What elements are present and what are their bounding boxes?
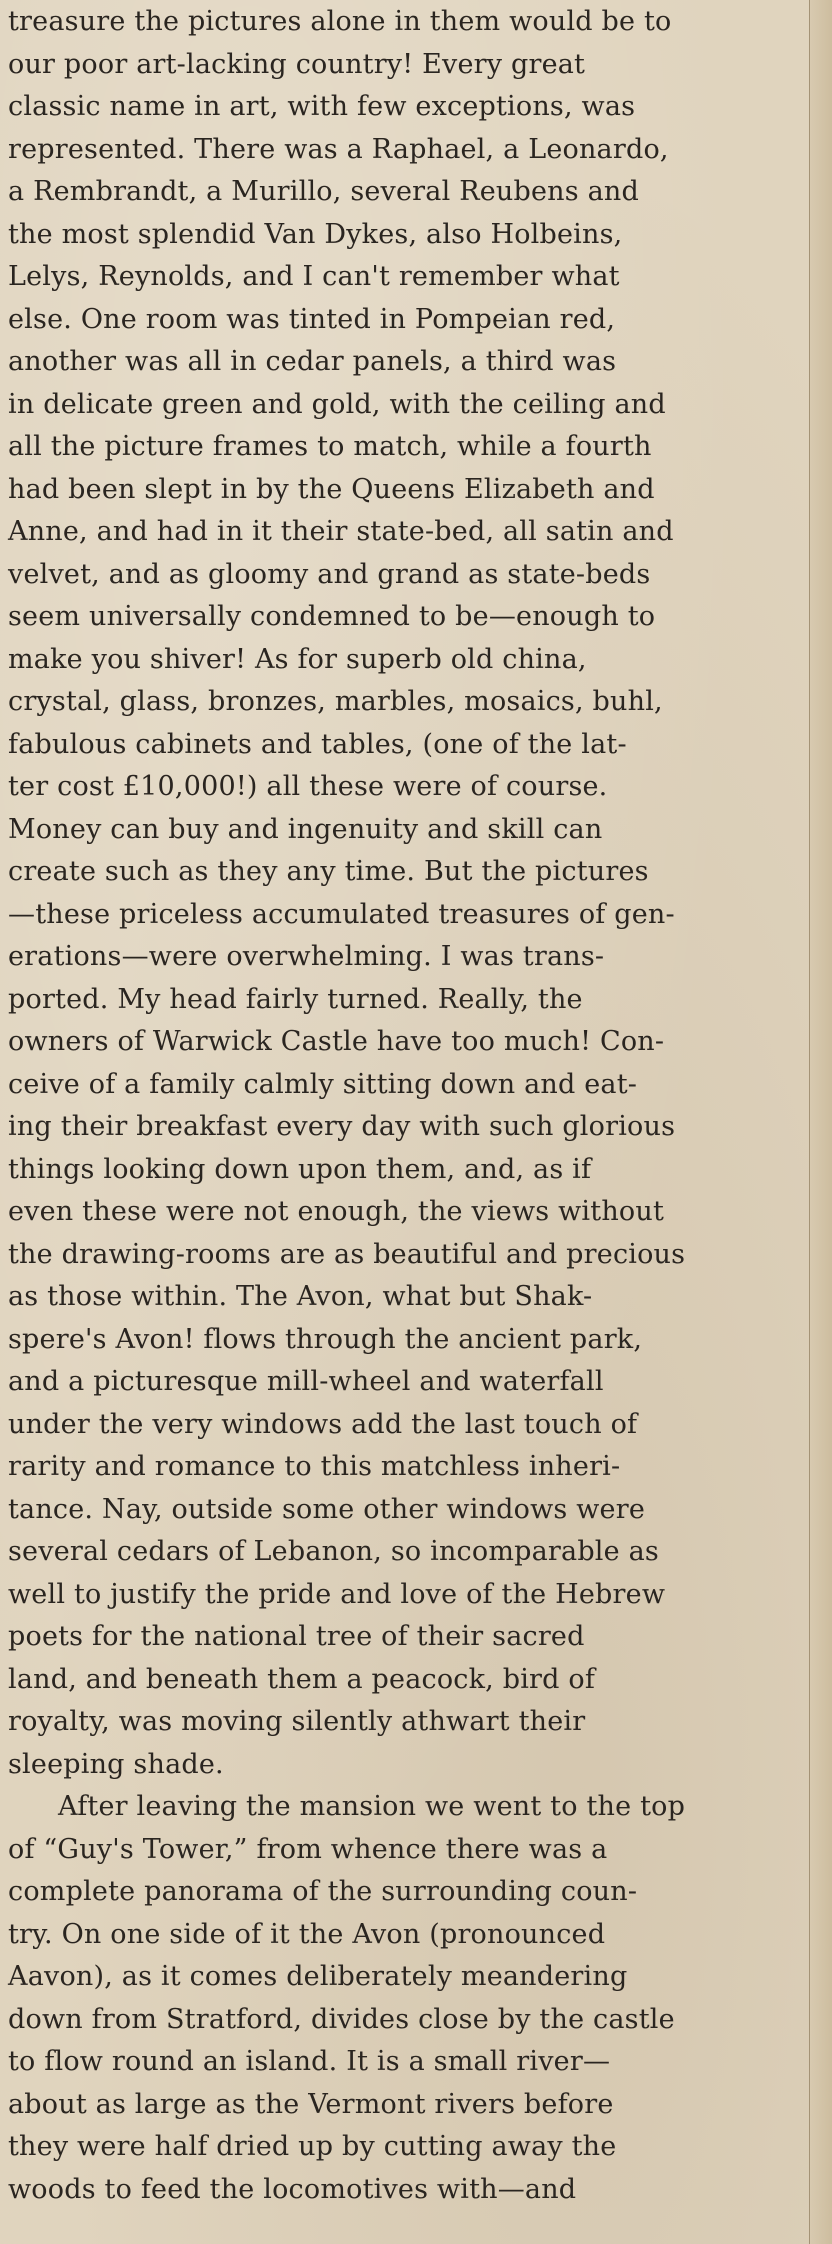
article-line: else. One room was tinted in Pompeian red, — [8, 303, 616, 335]
article-line: classic name in art, with few exceptions, was — [8, 91, 636, 122]
article-line: land, and beneath them a peacock, bird of — [8, 1663, 596, 1695]
article-line: all the picture frames to match, while a fourth — [8, 431, 652, 462]
article-line: as those within. The Avon, what but Shak- — [8, 1281, 593, 1312]
article-line: woods to feed the locomotives with—and — [8, 2173, 577, 2205]
article-line: poets for the national tree of their sacred — [8, 1621, 585, 1652]
article-line: make you shiver! As for superb old china, — [8, 643, 587, 675]
article-line: of “Guy's Tower,” from whence there was a — [8, 1833, 608, 1865]
article-line: Anne, and had in it their state-bed, all satin and — [8, 516, 674, 547]
article-line: rarity and romance to this matchless inheri- — [8, 1451, 621, 1482]
article-line: velvet, and as gloomy and grand as state-beds — [8, 558, 651, 590]
article-line: sleeping shade. — [8, 1748, 224, 1780]
article-line: to flow round an island. It is a small river— — [8, 2046, 611, 2077]
article-line: spere's Avon! flows through the ancient park, — [8, 1323, 643, 1355]
article-line: even these were not enough, the views without — [8, 1196, 664, 1227]
article-line: our poor art-lacking country! Every great — [8, 48, 586, 80]
article-line: down from Stratford, divides close by the castle — [8, 2003, 675, 2035]
article-line: Money can buy and ingenuity and skill can — [8, 813, 603, 845]
article-line: fabulous cabinets and tables, (one of the lat- — [8, 728, 627, 760]
article-line: had been slept in by the Queens Elizabeth and — [8, 473, 655, 505]
article-line: the drawing-rooms are as beautiful and precious — [8, 1238, 686, 1270]
article-line: several cedars of Lebanon, so incomparable as — [8, 1536, 659, 1567]
adjacent-column-edge — [809, 0, 832, 2244]
article-line: under the very windows add the last touch of — [8, 1408, 638, 1440]
article-line: ceive of a family calmly sitting down and eat- — [8, 1068, 638, 1100]
article-line: complete panorama of the surrounding coun- — [8, 1876, 638, 1907]
article-line: ter cost £10,000!) all these were of course. — [8, 771, 608, 802]
article-line: ing their breakfast every day with such glorious — [8, 1111, 676, 1142]
article-line: tance. Nay, outside some other windows were — [8, 1493, 646, 1525]
article-line: seem universally condemned to be—enough to — [8, 601, 656, 632]
article-line: —these priceless accumulated treasures of gen- — [8, 898, 675, 930]
article-line: try. On one side of it the Avon (pronounced — [8, 1918, 606, 1950]
article-line: in delicate green and gold, with the ceiling and — [8, 388, 666, 420]
article-line: they were half dried up by cutting away the — [8, 2131, 617, 2162]
article-line: a Rembrandt, a Murillo, several Reubens and — [8, 176, 639, 207]
article-line: another was all in cedar panels, a third was — [8, 346, 617, 377]
article-line: Lelys, Reynolds, and I can't remember what — [8, 261, 620, 292]
article-line: things looking down upon them, and, as if — [8, 1153, 592, 1185]
article-line: After leaving the mansion we went to the top — [58, 1791, 686, 1822]
article-line: ported. My head fairly turned. Really, the — [8, 983, 583, 1015]
article-line: and a picturesque mill-wheel and waterfall — [8, 1366, 604, 1397]
article-line: about as large as the Vermont rivers before — [8, 2088, 614, 2120]
article-line: create such as they any time. But the pictures — [8, 856, 649, 887]
article-line: royalty, was moving silently athwart their — [8, 1706, 586, 1737]
article-line: represented. There was a Raphael, a Leonardo, — [8, 133, 669, 165]
article-line: the most splendid Van Dykes, also Holbeins, — [8, 218, 623, 250]
article-line: erations—were overwhelming. I was trans- — [8, 941, 605, 972]
article-line: treasure the pictures alone in them would be to — [8, 6, 672, 37]
article-line: crystal, glass, bronzes, marbles, mosaics, buhl, — [8, 686, 663, 717]
article-line: well to justify the pride and love of the Hebrew — [8, 1578, 666, 1610]
article-line: owners of Warwick Castle have too much! Con- — [8, 1026, 665, 1057]
article-line: Aavon), as it comes deliberately meandering — [8, 1961, 628, 1992]
